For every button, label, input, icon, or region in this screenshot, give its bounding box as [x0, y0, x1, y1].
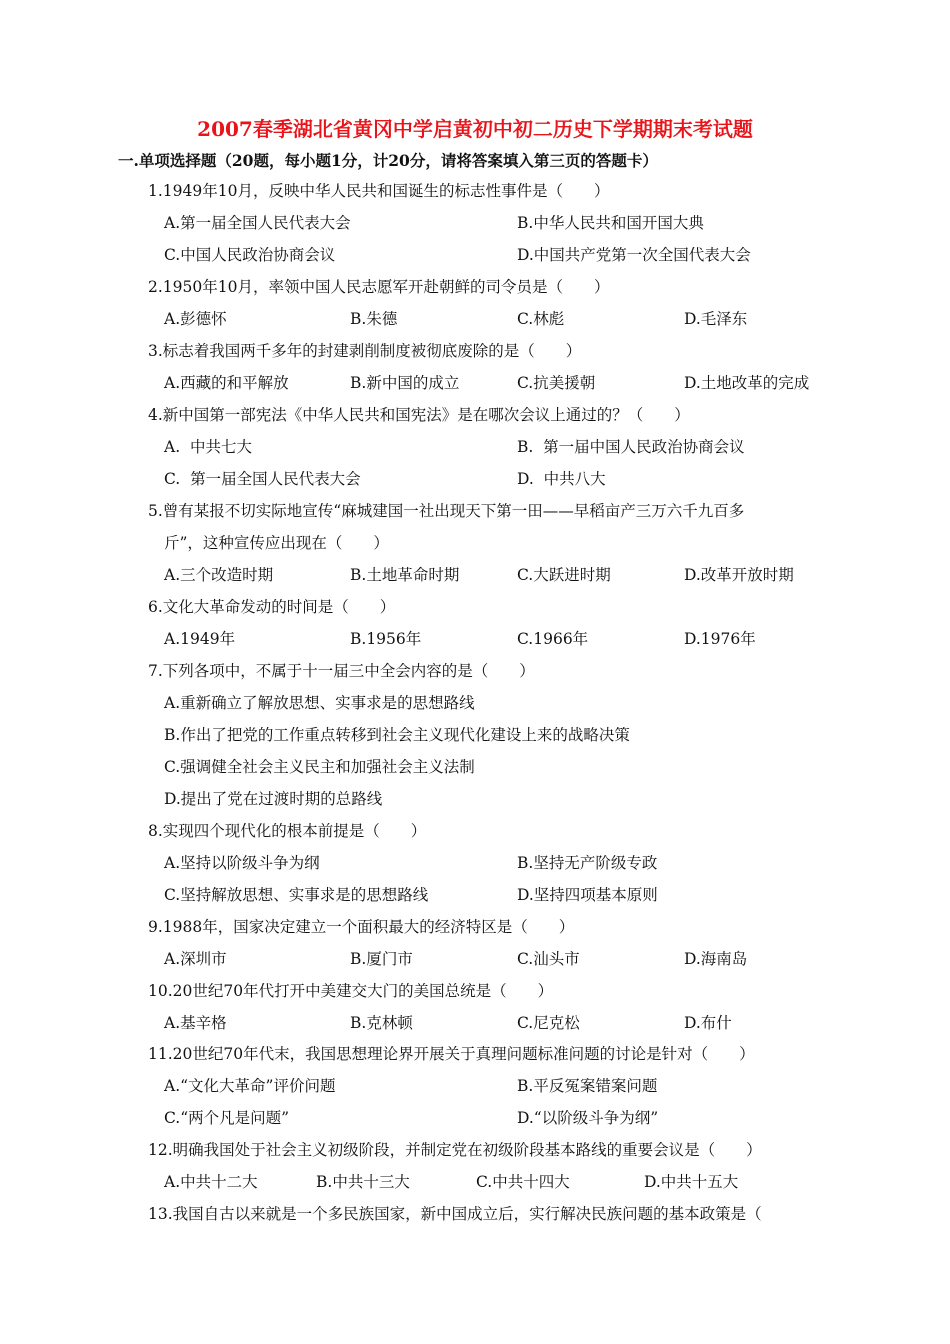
q10-option-a: A.基辛格 [164, 1014, 227, 1032]
question-5-continued: 斤”，这种宣传应出现在（ ） [164, 534, 389, 552]
question-13: 13.我国自古以来就是一个多民族国家，新中国成立后，实行解决民族问题的基本政策是（ [148, 1205, 762, 1223]
q3-option-d: D.土地改革的完成 [684, 374, 810, 392]
q5-option-d: D.改革开放时期 [684, 566, 794, 584]
question-10: 10.20世纪70年代打开中美建交大门的美国总统是（ ） [148, 982, 554, 1000]
q7-option-a: A.重新确立了解放思想、实事求是的思想路线 [164, 694, 475, 712]
q7-option-d: D.提出了党在过渡时期的总路线 [164, 790, 383, 808]
q9-option-a: A.深圳市 [164, 950, 227, 968]
q8-option-a: A.坚持以阶级斗争为纲 [164, 854, 320, 872]
q11-option-d: D.“以阶级斗争为纲” [517, 1109, 659, 1127]
q8-option-b: B.坚持无产阶级专政 [517, 854, 658, 872]
question-9: 9.1988年，国家决定建立一个面积最大的经济特区是（ ） [148, 918, 575, 936]
q4-option-a: A. 中共七大 [164, 438, 252, 456]
q9-option-b: B.厦门市 [350, 950, 413, 968]
q10-option-b: B.克林顿 [350, 1014, 413, 1032]
q12-option-a: A.中共十二大 [164, 1173, 258, 1191]
q6-option-a: A.1949年 [164, 630, 236, 648]
q2-option-d: D.毛泽东 [684, 310, 748, 328]
q6-option-d: D.1976年 [684, 630, 756, 648]
question-4: 4.新中国第一部宪法《中华人民共和国宪法》是在哪次会议上通过的？（ ） [148, 406, 690, 424]
q3-option-a: A.西藏的和平解放 [164, 374, 289, 392]
question-7: 7.下列各项中，不属于十一届三中全会内容的是（ ） [148, 662, 535, 680]
question-2: 2.1950年10月，率领中国人民志愿军开赴朝鲜的司令员是（ ） [148, 278, 610, 296]
section-heading: 一.单项选择题（20题，每小题1分，计20分，请将答案填入第三页的答题卡） [118, 151, 658, 170]
q1-option-c: C.中国人民政治协商会议 [164, 246, 336, 264]
q4-option-d: D. 中共八大 [517, 470, 606, 488]
question-3: 3.标志着我国两千多年的封建剥削制度被彻底废除的是（ ） [148, 342, 582, 360]
q5-option-c: C.大跃进时期 [517, 566, 611, 584]
q8-option-d: D.坚持四项基本原则 [517, 886, 658, 904]
q12-option-b: B.中共十三大 [316, 1173, 410, 1191]
q10-option-d: D.布什 [684, 1014, 732, 1032]
q7-option-b: B.作出了把党的工作重点转移到社会主义现代化建设上来的战略决策 [164, 726, 630, 744]
q9-option-c: C.汕头市 [517, 950, 580, 968]
q2-option-a: A.彭德怀 [164, 310, 227, 328]
q11-option-c: C.“两个凡是问题” [164, 1109, 290, 1127]
question-5: 5.曾有某报不切实际地宣传“麻城建国一社出现天下第一田——早稻亩产三万六千九百多 [148, 502, 745, 520]
page-title: 2007春季湖北省黄冈中学启黄初中初二历史下学期期末考试题 [197, 117, 753, 141]
question-8: 8.实现四个现代化的根本前提是（ ） [148, 822, 427, 840]
q10-option-c: C.尼克松 [517, 1014, 580, 1032]
q2-option-c: C.林彪 [517, 310, 565, 328]
q1-option-b: B.中华人民共和国开国大典 [517, 214, 704, 232]
q8-option-c: C.坚持解放思想、实事求是的思想路线 [164, 886, 429, 904]
q1-option-a: A.第一届全国人民代表大会 [164, 214, 351, 232]
q3-option-b: B.新中国的成立 [350, 374, 460, 392]
q11-option-b: B.平反冤案错案问题 [517, 1077, 658, 1095]
question-1: 1.1949年10月，反映中华人民共和国诞生的标志性事件是（ ） [148, 182, 610, 200]
q4-option-b: B. 第一届中国人民政治协商会议 [517, 438, 745, 456]
question-11: 11.20世纪70年代末，我国思想理论界开展关于真理问题标准问题的讨论是针对（ ） [148, 1045, 755, 1063]
q5-option-b: B.土地革命时期 [350, 566, 460, 584]
question-12: 12.明确我国处于社会主义初级阶段，并制定党在初级阶段基本路线的重要会议是（ ） [148, 1141, 762, 1159]
q3-option-c: C.抗美援朝 [517, 374, 596, 392]
q4-option-c: C. 第一届全国人民代表大会 [164, 470, 361, 488]
q5-option-a: A.三个改造时期 [164, 566, 274, 584]
q12-option-c: C.中共十四大 [476, 1173, 570, 1191]
q2-option-b: B.朱德 [350, 310, 398, 328]
question-6: 6.文化大革命发动的时间是（ ） [148, 598, 396, 616]
q9-option-d: D.海南岛 [684, 950, 748, 968]
q11-option-a: A.“文化大革命”评价问题 [164, 1077, 336, 1095]
q1-option-d: D.中国共产党第一次全国代表大会 [517, 246, 751, 264]
q12-option-d: D.中共十五大 [644, 1173, 739, 1191]
q6-option-c: C.1966年 [517, 630, 589, 648]
q7-option-c: C.强调健全社会主义民主和加强社会主义法制 [164, 758, 475, 776]
q6-option-b: B.1956年 [350, 630, 422, 648]
